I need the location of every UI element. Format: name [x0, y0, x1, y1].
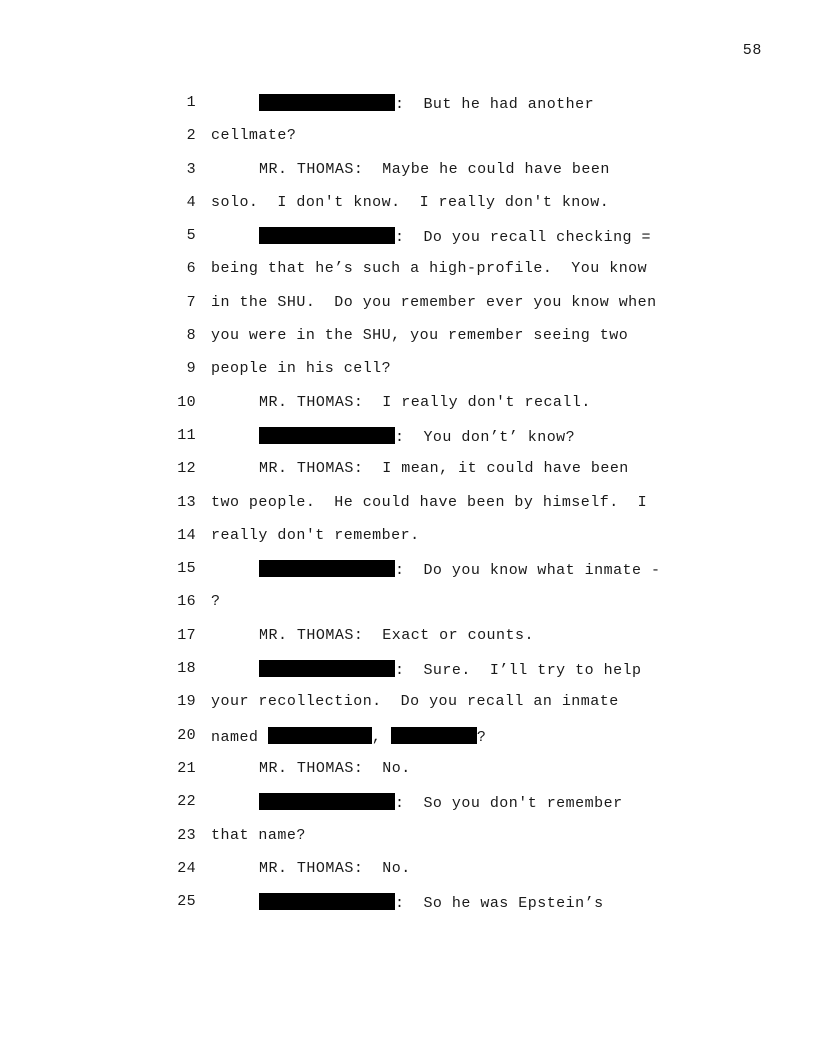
- line-text: : You don’t’ know?: [211, 427, 575, 446]
- line-text: : So he was Epstein’s: [211, 893, 604, 912]
- transcript-line: [0, 425, 816, 458]
- transcript-line: [0, 891, 816, 924]
- line-text: really don't remember.: [211, 526, 420, 544]
- line-number: 1: [186, 94, 196, 111]
- transcript-line: [0, 225, 816, 258]
- transcript-line: [0, 725, 816, 758]
- line-number: 24: [177, 859, 196, 877]
- line-text: MR. THOMAS: Exact or counts.: [259, 626, 534, 644]
- redacted-inmate-name: [268, 727, 372, 744]
- redacted-speaker-name: [259, 427, 395, 444]
- transcript-line: [0, 791, 816, 824]
- line-number: 4: [186, 193, 196, 211]
- line-text: your recollection. Do you recall an inmate: [211, 693, 619, 711]
- transcript-line: [0, 192, 816, 225]
- transcript-line: [0, 591, 816, 624]
- line-text: : But he had another: [211, 94, 594, 113]
- line-number: 2: [186, 127, 196, 145]
- line-number: 12: [177, 460, 196, 478]
- line-number: 5: [186, 227, 196, 245]
- line-number: 8: [186, 327, 196, 345]
- transcript-line: [0, 625, 816, 658]
- redacted-speaker-name: [259, 793, 395, 810]
- line-text: : Sure. I’ll try to help: [211, 660, 642, 679]
- line-number: 13: [177, 493, 196, 511]
- transcript-line: [0, 325, 816, 358]
- line-text: ?: [211, 593, 221, 611]
- transcript-body: [0, 92, 816, 924]
- line-text: MR. THOMAS: Maybe he could have been: [259, 160, 610, 178]
- line-text: in the SHU. Do you remember ever you know when: [211, 293, 657, 311]
- line-text: two people. He could have been by himself. I: [211, 493, 648, 511]
- line-text: MR. THOMAS: I really don't recall.: [259, 393, 591, 411]
- line-number: 9: [186, 360, 196, 378]
- page-number: 58: [742, 42, 762, 59]
- line-number: 23: [177, 826, 196, 844]
- line-text: : Do you recall checking =: [211, 227, 651, 246]
- line-number: 17: [177, 626, 196, 644]
- line-text: named , ?: [211, 728, 487, 746]
- line-number: 22: [177, 793, 196, 811]
- line-text: people in his cell?: [211, 360, 392, 378]
- line-number: 14: [177, 526, 196, 544]
- line-text: being that he’s such a high-profile. You know: [211, 260, 648, 278]
- transcript-line: [0, 691, 816, 724]
- line-text: you were in the SHU, you remember seeing two: [211, 327, 629, 345]
- line-number: 11: [177, 426, 196, 444]
- transcript-line: [0, 858, 816, 891]
- transcript-line: [0, 125, 816, 158]
- line-number: 25: [177, 893, 196, 911]
- line-text: that name?: [211, 826, 306, 844]
- line-number: 6: [186, 260, 196, 278]
- transcript-line: [0, 825, 816, 858]
- transcript-line: [0, 458, 816, 491]
- transcript-line: [0, 492, 816, 525]
- line-text: cellmate?: [211, 127, 297, 145]
- line-text: : Do you know what inmate -: [211, 560, 660, 579]
- transcript-line: [0, 525, 816, 558]
- line-number: 18: [177, 660, 196, 678]
- redacted-speaker-name: [259, 660, 395, 677]
- redacted-inmate-name: [391, 727, 477, 744]
- transcript-line: [0, 92, 816, 125]
- line-number: 16: [177, 593, 196, 611]
- redacted-speaker-name: [259, 94, 395, 111]
- line-number: 21: [177, 759, 196, 777]
- line-number: 19: [177, 693, 196, 711]
- line-text: solo. I don't know. I really don't know.: [211, 193, 610, 211]
- transcript-line: [0, 292, 816, 325]
- line-number: 10: [177, 393, 196, 411]
- line-text: : So you don't remember: [211, 793, 623, 812]
- line-text: MR. THOMAS: No.: [259, 859, 411, 877]
- transcript-line: [0, 558, 816, 591]
- transcript-line: [0, 159, 816, 192]
- redacted-speaker-name: [259, 227, 395, 244]
- redacted-speaker-name: [259, 893, 395, 910]
- redacted-speaker-name: [259, 560, 395, 577]
- line-number: 15: [177, 560, 196, 578]
- transcript-line: [0, 758, 816, 791]
- transcript-line: [0, 258, 816, 291]
- line-number: 7: [186, 293, 196, 311]
- transcript-line: [0, 658, 816, 691]
- line-number: 20: [177, 726, 196, 744]
- line-number: 3: [186, 160, 196, 178]
- line-text: MR. THOMAS: No.: [259, 759, 411, 777]
- transcript-line: [0, 392, 816, 425]
- line-text: MR. THOMAS: I mean, it could have been: [259, 460, 629, 478]
- transcript-line: [0, 358, 816, 391]
